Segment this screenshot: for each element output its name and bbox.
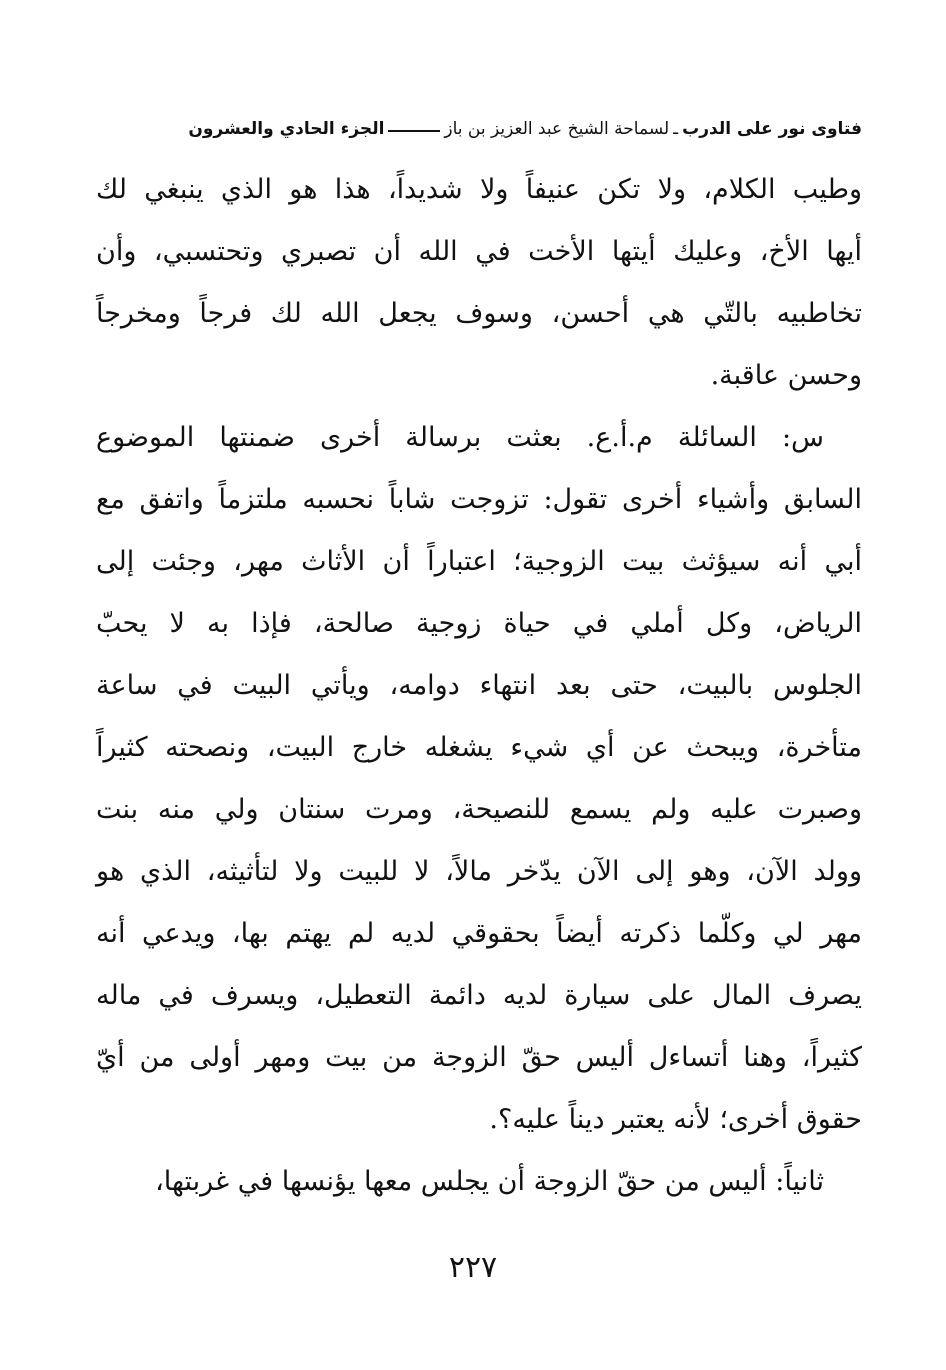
text-line: حقوق أخرى؛ لأنه يعتبر ديناً عليه؟. [489, 1104, 862, 1135]
running-header [96, 114, 862, 144]
page-number: ٢٢٧ [448, 1250, 498, 1285]
text-line: وطيب الكلام، ولا تكن عنيفاً ولا شديداً، هذا هو الذي ينبغي لك [96, 174, 862, 205]
book-title: فتاوى نور على الدرب [682, 119, 862, 139]
text-line: وصبرت عليه ولم يسمع للنصيحة، ومرت سنتان ولي منه بنت [96, 794, 862, 825]
text-line: أبي أنه سيؤثث بيت الزوجية؛ اعتباراً أن الأثاث مهر، وجئت إلى [96, 546, 862, 577]
text-line: وولد الآن، وهو إلى الآن يدّخر مالاً، لا للبيت ولا لتأثيثه، الذي هو [96, 856, 862, 887]
paragraph-1 [96, 168, 862, 416]
body-text [96, 168, 862, 1222]
paragraph-3 [96, 1160, 862, 1222]
text-line: أيها الأخ، وعليك أيتها الأخت في الله أن تصبري وتحتسبي، وأن [96, 236, 862, 267]
text-line: متأخرة، ويبحث عن أي شيء يشغله خارج البيت، ونصحته كثيراً [96, 732, 862, 763]
volume-label: الجزء الحادي والعشرون [188, 119, 385, 139]
text-line: الجلوس بالبيت، حتى بعد انتهاء دوامه، ويأتي البيت في ساعة [96, 670, 862, 701]
text-line: وحسن عاقبة. [710, 360, 862, 391]
text-line: تخاطبيه بالتّي هي أحسن، وسوف يجعل الله لك فرجاً ومخرجاً [96, 298, 862, 329]
text-line: السابق وأشياء أخرى تقول: تزوجت شاباً نحسبه ملتزماً واتفق مع [96, 484, 862, 515]
text-line: يصرف المال على سيارة لديه دائمة التعطيل، ويسرف في ماله [96, 980, 862, 1011]
text-line: كثيراً، وهنا أتساءل أليس حقّ الزوجة من بيت ومهر أولى من أيّ [96, 1042, 862, 1073]
header-rule [388, 130, 440, 132]
text-line: ثانياً: أليس من حقّ الزوجة أن يجلس معها يؤنسها في غربتها، [155, 1166, 824, 1197]
text-line: س: السائلة م.أ.ع. بعثت برسالة أخرى ضمنتها الموضوع [96, 422, 824, 453]
text-line: مهر لي وكلّما ذكرته أيضاً بحقوقي لديه لم يهتم بها، ويدعي أنه [96, 918, 862, 949]
header-separator: ـ [673, 119, 679, 139]
paragraph-2-question [96, 416, 862, 1160]
text-line: الرياض، وكل أملي في حياة زوجية صالحة، فإذا به لا يحبّ [96, 608, 862, 639]
author-name: لسماحة الشيخ عبد العزيز بن باز [444, 119, 670, 139]
